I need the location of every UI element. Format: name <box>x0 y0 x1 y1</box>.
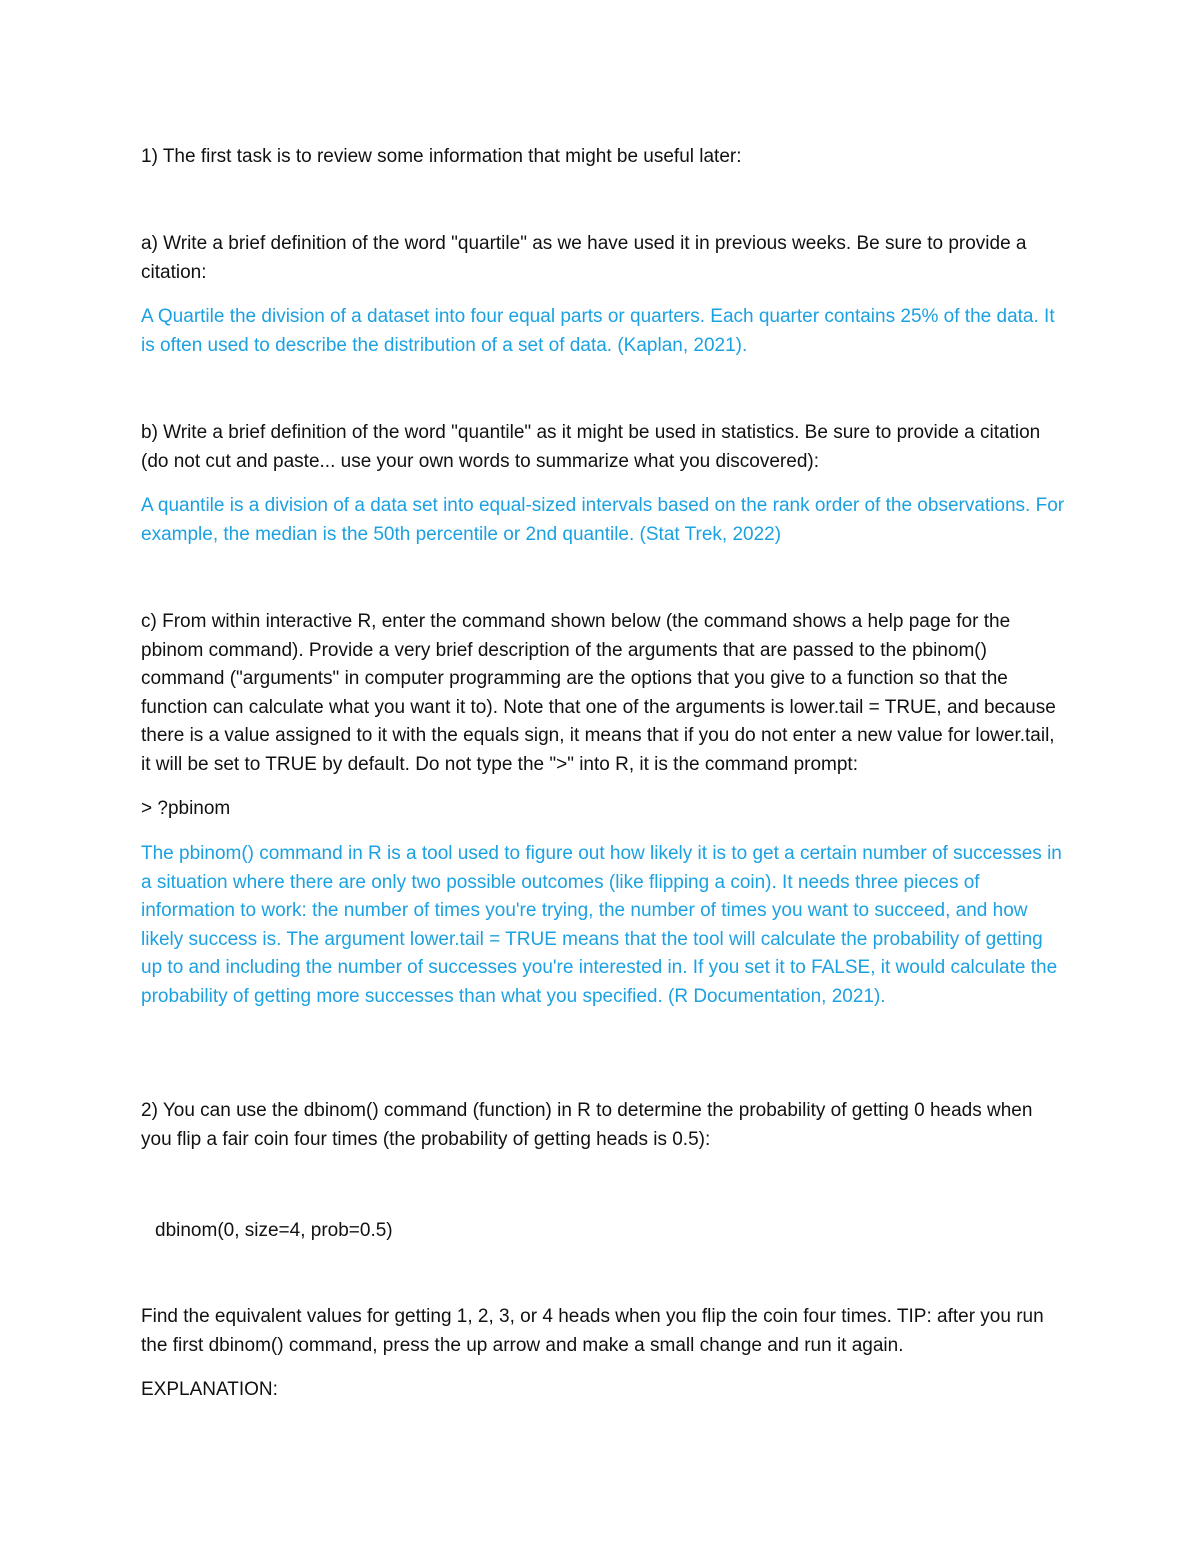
question-1c-command: > ?pbinom <box>141 798 231 819</box>
question-1-intro: 1) The first task is to review some information that might be useful later: <box>141 146 742 167</box>
question-1a-answer: A Quartile the division of a dataset into four equal parts or quarters. Each quarter contains 25% of the data. It is often used to describe the distribution of a set of data. (Kaplan, 2021). <box>141 306 1055 356</box>
question-1c-answer: The pbinom() command in R is a tool used to figure out how likely it is to get a certain number of successes in a situation where there are only two possible outcomes (like flipping a coin). It needs three pieces of information to work: the number of times you're trying, the number of times you want to succeed, and how likely success is. The argument lower.tail = TRUE means that the tool will calculate the probability of getting up to and including the number of successes you're interested in. If you set it to FALSE, it would calculate the probability of getting more successes than what you specified. (R Documentation, 2021). <box>141 843 1062 1007</box>
explanation-label: EXPLANATION: <box>141 1379 278 1400</box>
question-1c-prompt: c) From within interactive R, enter the command shown below (the command shows a help page for the pbinom command). Provide a very brief description of the arguments that are passed to the pbinom() command ("arguments" in computer programming are the options that you give to a function so that the function can calculate what you want it to). Note that one of the arguments is lower.tail = TRUE, and because there is a value assigned to it with the equals sign, it means that if you do not enter a new value for lower.tail, it will be set to TRUE by default. Do not type the ">" into R, it is the command prompt: <box>141 611 1056 775</box>
question-1b-answer: A quantile is a division of a data set into equal-sized intervals based on the rank order of the observations. For example, the median is the 50th percentile or 2nd quantile. (Stat Trek, 2022) <box>141 495 1065 545</box>
question-1b-prompt: b) Write a brief definition of the word "quantile" as it might be used in statistics. Be sure to provide a citation (do not cut and paste... use your own words to summarize what you discovered): <box>141 422 1041 472</box>
question-2-prompt: 2) You can use the dbinom() command (function) in R to determine the probability of getting 0 heads when you flip a fair coin four times (the probability of getting heads is 0.5): <box>141 1100 1033 1150</box>
question-1a-prompt: a) Write a brief definition of the word "quartile" as we have used it in previous weeks. Be sure to provide a citation: <box>141 233 1027 283</box>
question-2-command: dbinom(0, size=4, prob=0.5) <box>155 1220 393 1241</box>
question-2-followup: Find the equivalent values for getting 1, 2, 3, or 4 heads when you flip the coin four times. TIP: after you run the first dbinom() command, press the up arrow and make a small change and run it again. <box>141 1306 1044 1356</box>
